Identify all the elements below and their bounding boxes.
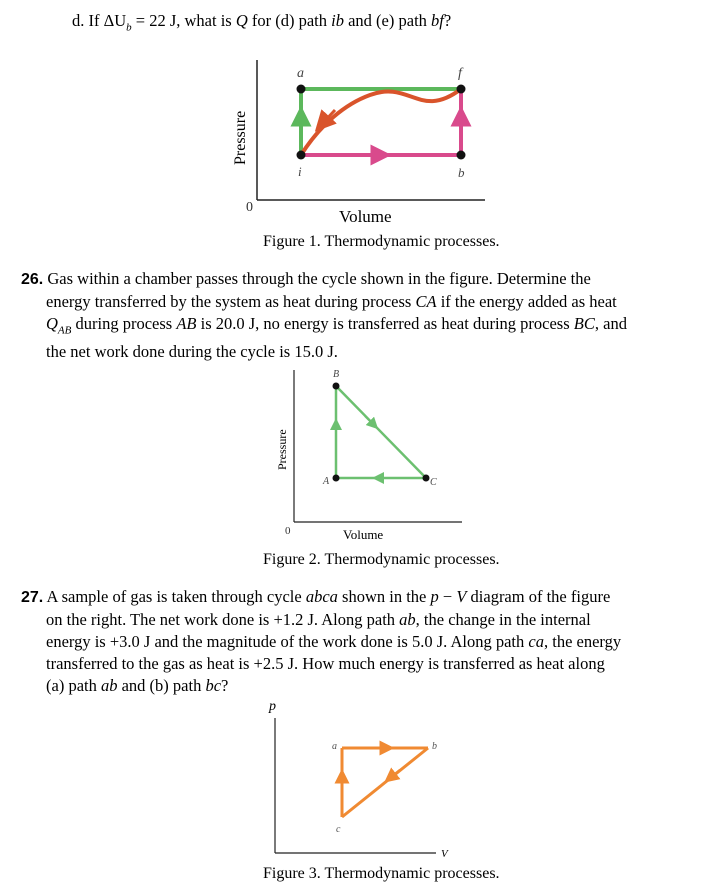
fig3-label-a: a (332, 741, 337, 752)
problem-26-number: 26. (21, 271, 44, 288)
fig3-y-label: p (269, 699, 276, 714)
problem-27 (21, 586, 681, 697)
fig1-x-label: Volume (339, 207, 392, 226)
fig2-y-label: Pressure (275, 429, 289, 470)
problem-26-line-1: 26. Gas within a chamber passes through the cycle shown in the figure. Determine the (21, 269, 591, 288)
fig2-label-C: C (430, 477, 437, 488)
fig1-label-f: f (458, 66, 462, 81)
fig1-point-a (297, 85, 306, 94)
fig1-origin: 0 (246, 200, 253, 215)
figure-3-caption: Figure 3. Thermodynamic processes. (263, 865, 500, 882)
fig1-y-label: Pressure (232, 110, 249, 165)
figure-2-caption: Figure 2. Thermodynamic processes. (263, 551, 500, 568)
fig3-label-c: c (336, 824, 341, 835)
fig3-label-b: b (432, 741, 437, 752)
problem-26-line-4: the net work done during the cycle is 15.0 J. (46, 342, 338, 362)
figure-2 (0, 360, 720, 550)
fig2-point-A (333, 475, 340, 482)
fig2-x-label: Volume (343, 527, 384, 542)
fig1-point-b (457, 151, 466, 160)
figure-1 (0, 0, 720, 260)
fig1-point-f (457, 85, 466, 94)
fig3-path-bc (342, 748, 428, 817)
fig2-path-BC (336, 386, 426, 478)
fig2-origin: 0 (285, 525, 291, 537)
problem-26-line-2: energy transferred by the system as heat during process CA if the energy added as heat (46, 292, 617, 311)
problem-26 (21, 268, 681, 363)
question-d-label: d. (72, 11, 85, 30)
fig1-label-i: i (298, 164, 302, 179)
fig1-label-a: a (297, 66, 304, 81)
fig2-label-A: A (323, 476, 330, 487)
problem-27-line-3: energy is +3.0 J and the magnitude of the work done is 5.0 J. Along path ca, the energy (46, 632, 622, 651)
problem-26-line-3: $Q_{AB}$ during process AB is 20.0 J, no energy is transferred as heat during process BC, and (46, 314, 627, 337)
problem-27-line-2: on the right. The net work done is +1.2 J. Along path ab, the change in the internal (46, 610, 591, 629)
problem-27-line-5: (a) path ab and (b) path bc? (46, 676, 229, 695)
problem-27-line-4: transferred to the gas as heat is +2.5 J. How much energy is transferred as heat along (46, 654, 605, 673)
problem-27-number: 27. (21, 589, 44, 606)
fig1-label-b: b (458, 165, 465, 180)
fig2-label-B: B (333, 369, 340, 380)
figure-1-caption: Figure 1. Thermodynamic processes. (263, 233, 500, 250)
problem-27-line-1: 27. A sample of gas is taken through cycle abca shown in the p − V diagram of the figure (21, 587, 611, 606)
question-d-text: If $\Delta U_b = 22$ J, what is Q for (d) path ib and (e) path bf? (88, 11, 452, 34)
fig2-point-B (333, 383, 340, 390)
fig2-arrow-BC (365, 416, 374, 425)
fig2-point-C (423, 475, 430, 482)
fig3-x-label: V (441, 848, 448, 860)
fig3-arrow-bc (390, 770, 400, 778)
figure-3 (0, 690, 720, 865)
fig1-point-i (297, 151, 306, 160)
